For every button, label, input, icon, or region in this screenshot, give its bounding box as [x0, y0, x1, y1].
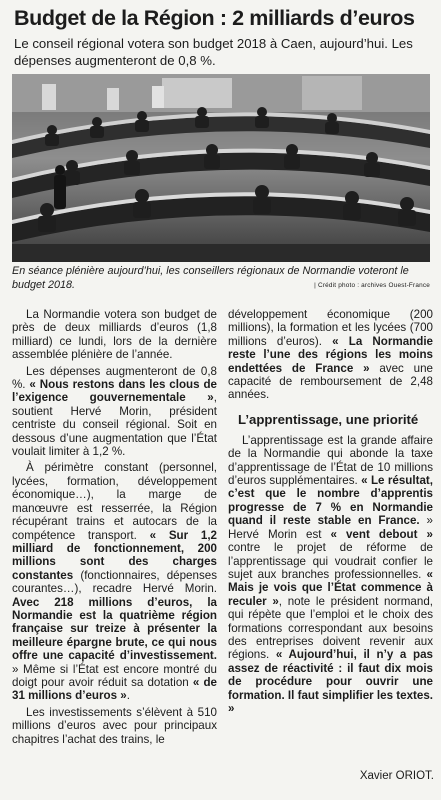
- quote-bold: « Mais je vois que l’État commence à reculer »: [228, 567, 433, 608]
- paragraph: [12, 461, 217, 702]
- paragraph-text: avec une capacité de remboursement de 2,48 années.: [228, 361, 433, 402]
- chapo: Le conseil régional votera son budget 2018 à Caen, aujourd’hui. Les dépenses augmenteront de 0,8 %.: [14, 36, 413, 68]
- quote-bold: « Sur 1,2 milliard de fonctionnement, 200 millions sont des charges constantes: [12, 528, 217, 582]
- paragraph: [228, 434, 433, 716]
- paragraph-text: développement économique (200 millions), la formation et les lycées (700 millions d’euros).: [228, 308, 433, 348]
- byline: Xavier ORIOT.: [359, 770, 434, 782]
- quote-bold: « Le résultat, c’est que le nombre d’apprentis progresse de 7 % en Normandie quand il reste stable en France.: [228, 474, 433, 528]
- assembly-photo: [12, 74, 430, 262]
- photo-caption: En séance plénière aujourd’hui, les conseillers régionaux de Normandie voteront le budget 2018.: [12, 265, 409, 291]
- paragraph-text: (fonctionnaires, dépenses courantes…), recadre Hervé Morin.: [12, 568, 217, 596]
- quote-bold: Avec 218 millions d’euros, la Normandie est la quatrième région française sur treize à présenter la meilleure épargne brute, ce qui nous offre une capacité d’investissement.: [12, 595, 217, 663]
- paragraph-text: La Normandie votera son budget de près de deux milliards d’euros (1,8 milliard) ce lundi, lors de la dernière assemblée plénière de l’année.: [12, 308, 217, 362]
- paragraph-text: , soutient Hervé Morin, président centriste du conseil régional. Soit en dessous d’une augmentation que l’État voulait limiter à 1,2 %.: [12, 391, 217, 459]
- assembly-photo-illustration: [12, 74, 430, 262]
- article-column-right: [228, 308, 433, 718]
- paragraph-text: L’apprentissage est la grande affaire de la Normandie qui abonde la taxe d’apprentissage de l’État de 10 millions d’euros supplémentaires.: [228, 433, 433, 488]
- article-column-left: [12, 308, 217, 749]
- quote-bold: « Nous restons dans les clous de l’exigence gouvernementale »: [12, 378, 217, 405]
- headline: Budget de la Région : 2 milliards d’euros: [14, 6, 415, 30]
- paragraph: [228, 308, 433, 402]
- paragraph-text: » Hervé Morin est: [228, 514, 433, 541]
- paragraph: [12, 365, 217, 459]
- column-divider: [222, 308, 223, 758]
- paragraph-text: À périmètre constant (personnel, lycées, formation, développement économique…), la marge de manœuvre est resserrée, la Région récupérant trains et autocars de la compétence transport.: [12, 461, 217, 542]
- paragraph-text: Les investissements s’élèvent à 510 millions d’euros avec pour principaux chapitres l’achat des trains, le: [12, 705, 217, 746]
- subheading: L’apprentissage, une priorité: [238, 411, 419, 427]
- photo-credit: | Crédit photo : archives Ouest-France: [314, 282, 430, 289]
- paragraph-text: » Même si l’État est encore montré du doigt pour avoir réduit sa dotation: [12, 662, 217, 689]
- paragraph: [12, 308, 217, 362]
- paragraph-text: , note le président normand, qui répète que l’emploi et le choix des formations correspondant aux besoins des entreprises doivent revenir aux régions.: [228, 594, 433, 662]
- paragraph: [12, 706, 217, 746]
- quote-bold: « vent debout »: [330, 527, 433, 541]
- quote-bold: « La Normandie reste l’une des régions les moins endettées de France »: [228, 334, 433, 375]
- quote-bold: « Aujourd’hui, il n’y a pas assez de réactivité : il faut dix mois de procédure pour ouvrir une formation. Il faut simplifier les textes. »: [228, 648, 433, 715]
- paragraph-text: .: [126, 689, 130, 703]
- paragraph-text: contre le projet de réforme de l’apprentissage qui voudrait confier le sujet aux branches professionnelles.: [228, 541, 433, 581]
- quote-bold: « de 31 millions d’euros »: [12, 675, 218, 703]
- paragraph-text: Les dépenses augmenteront de 0,8 %.: [12, 364, 217, 392]
